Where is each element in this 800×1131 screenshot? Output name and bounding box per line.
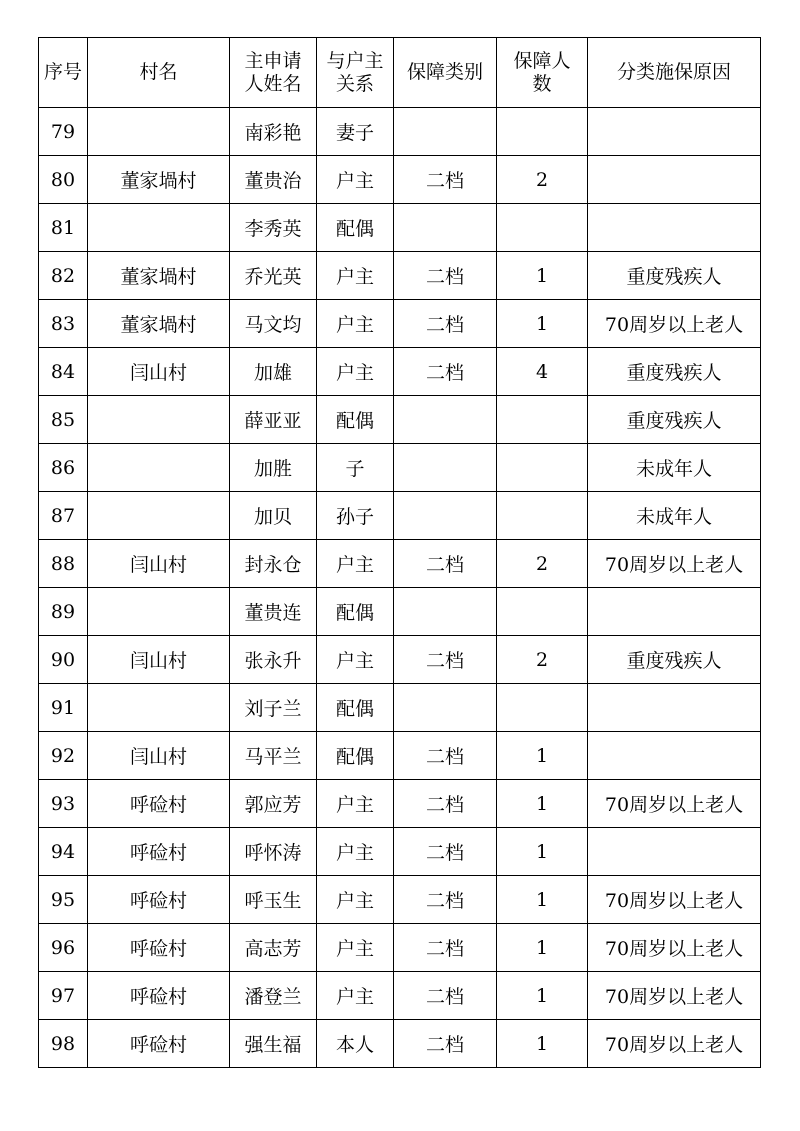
header-count <box>497 38 588 108</box>
header-category: 保障类别 <box>394 38 497 108</box>
cell-relation: 户主 <box>317 300 394 348</box>
cell-category: 二档 <box>394 636 497 684</box>
cell-reason: 未成年人 <box>588 444 761 492</box>
cell-count: 1 <box>497 300 588 348</box>
cell-seq: 84 <box>39 348 88 396</box>
cell-village: 董家堝村 <box>88 300 230 348</box>
cell-village: 闫山村 <box>88 732 230 780</box>
cell-applicant-name: 董贵连 <box>230 588 317 636</box>
cell-village: 呼硷村 <box>88 1020 230 1068</box>
cell-count <box>497 108 588 156</box>
cell-category: 二档 <box>394 732 497 780</box>
header-count-line-2: 数 <box>532 72 552 95</box>
table-row <box>39 684 761 732</box>
cell-village <box>88 108 230 156</box>
table-row <box>39 396 761 444</box>
cell-category <box>394 444 497 492</box>
cell-village: 董家堝村 <box>88 156 230 204</box>
cell-village <box>88 684 230 732</box>
cell-count: 1 <box>497 1020 588 1068</box>
cell-count: 1 <box>497 876 588 924</box>
cell-category: 二档 <box>394 300 497 348</box>
cell-relation: 户主 <box>317 156 394 204</box>
cell-reason: 重度残疾人 <box>588 396 761 444</box>
cell-count: 1 <box>497 924 588 972</box>
cell-reason: 70周岁以上老人 <box>588 300 761 348</box>
cell-village <box>88 444 230 492</box>
cell-seq: 82 <box>39 252 88 300</box>
cell-category: 二档 <box>394 828 497 876</box>
cell-seq: 98 <box>39 1020 88 1068</box>
cell-reason: 70周岁以上老人 <box>588 540 761 588</box>
cell-seq: 81 <box>39 204 88 252</box>
header-seq: 序号 <box>39 38 88 108</box>
assistance-table <box>38 37 761 1068</box>
cell-reason <box>588 108 761 156</box>
table-row <box>39 492 761 540</box>
cell-seq: 89 <box>39 588 88 636</box>
cell-applicant-name: 马文均 <box>230 300 317 348</box>
cell-relation: 本人 <box>317 1020 394 1068</box>
cell-applicant-name: 封永仓 <box>230 540 317 588</box>
cell-applicant-name: 张永升 <box>230 636 317 684</box>
cell-village: 呼硷村 <box>88 876 230 924</box>
cell-applicant-name: 呼玉生 <box>230 876 317 924</box>
table-row <box>39 300 761 348</box>
cell-count: 1 <box>497 828 588 876</box>
cell-category <box>394 684 497 732</box>
cell-count: 1 <box>497 780 588 828</box>
cell-reason <box>588 828 761 876</box>
header-reason: 分类施保原因 <box>588 38 761 108</box>
cell-seq: 79 <box>39 108 88 156</box>
header-row <box>39 38 761 108</box>
cell-relation: 户主 <box>317 780 394 828</box>
cell-seq: 88 <box>39 540 88 588</box>
cell-reason <box>588 204 761 252</box>
cell-seq: 95 <box>39 876 88 924</box>
table-row <box>39 924 761 972</box>
cell-village: 闫山村 <box>88 540 230 588</box>
cell-category: 二档 <box>394 924 497 972</box>
cell-village: 闫山村 <box>88 636 230 684</box>
cell-relation: 户主 <box>317 540 394 588</box>
table-row <box>39 876 761 924</box>
cell-count: 1 <box>497 972 588 1020</box>
cell-category <box>394 588 497 636</box>
table-row <box>39 732 761 780</box>
cell-category <box>394 396 497 444</box>
header-relation-line-1: 与户主 <box>326 49 384 72</box>
cell-reason: 未成年人 <box>588 492 761 540</box>
cell-applicant-name: 董贵治 <box>230 156 317 204</box>
table-row <box>39 444 761 492</box>
cell-relation: 户主 <box>317 924 394 972</box>
table-row <box>39 204 761 252</box>
cell-category: 二档 <box>394 540 497 588</box>
table-row <box>39 828 761 876</box>
header-applicant-line-2: 人姓名 <box>244 72 302 95</box>
cell-count: 1 <box>497 252 588 300</box>
header-count-line-1: 保障人 <box>513 49 571 72</box>
cell-reason: 70周岁以上老人 <box>588 924 761 972</box>
cell-count: 4 <box>497 348 588 396</box>
cell-seq: 85 <box>39 396 88 444</box>
table-row <box>39 972 761 1020</box>
cell-count <box>497 444 588 492</box>
table-body <box>39 108 761 1068</box>
header-relation-line-2: 关系 <box>335 72 374 95</box>
cell-seq: 90 <box>39 636 88 684</box>
cell-applicant-name: 马平兰 <box>230 732 317 780</box>
table-row <box>39 252 761 300</box>
cell-village <box>88 204 230 252</box>
cell-village: 董家堝村 <box>88 252 230 300</box>
cell-seq: 86 <box>39 444 88 492</box>
cell-relation: 配偶 <box>317 732 394 780</box>
cell-reason <box>588 684 761 732</box>
cell-seq: 97 <box>39 972 88 1020</box>
header-applicant-line-1: 主申请 <box>244 49 302 72</box>
cell-relation: 户主 <box>317 876 394 924</box>
cell-relation: 户主 <box>317 828 394 876</box>
cell-category: 二档 <box>394 1020 497 1068</box>
table-row <box>39 636 761 684</box>
cell-count <box>497 492 588 540</box>
cell-applicant-name: 潘登兰 <box>230 972 317 1020</box>
cell-seq: 87 <box>39 492 88 540</box>
cell-count: 1 <box>497 732 588 780</box>
cell-village: 闫山村 <box>88 348 230 396</box>
cell-count: 2 <box>497 540 588 588</box>
cell-village: 呼硷村 <box>88 924 230 972</box>
cell-reason: 重度残疾人 <box>588 348 761 396</box>
table-row <box>39 156 761 204</box>
cell-village: 呼硷村 <box>88 828 230 876</box>
cell-relation: 配偶 <box>317 396 394 444</box>
cell-relation: 子 <box>317 444 394 492</box>
table-row <box>39 348 761 396</box>
cell-applicant-name: 薛亚亚 <box>230 396 317 444</box>
cell-reason <box>588 732 761 780</box>
cell-applicant-name: 呼怀涛 <box>230 828 317 876</box>
cell-reason <box>588 156 761 204</box>
cell-applicant-name: 刘子兰 <box>230 684 317 732</box>
cell-count <box>497 684 588 732</box>
cell-applicant-name: 南彩艳 <box>230 108 317 156</box>
table-row <box>39 540 761 588</box>
cell-village: 呼硷村 <box>88 972 230 1020</box>
cell-category <box>394 204 497 252</box>
cell-seq: 93 <box>39 780 88 828</box>
header-village: 村名 <box>88 38 230 108</box>
cell-reason: 70周岁以上老人 <box>588 972 761 1020</box>
cell-relation: 孙子 <box>317 492 394 540</box>
cell-applicant-name: 强生福 <box>230 1020 317 1068</box>
table-row <box>39 1020 761 1068</box>
cell-village: 呼硷村 <box>88 780 230 828</box>
cell-applicant-name: 加雄 <box>230 348 317 396</box>
cell-relation: 户主 <box>317 348 394 396</box>
cell-relation: 妻子 <box>317 108 394 156</box>
cell-relation: 户主 <box>317 972 394 1020</box>
header-relation <box>317 38 394 108</box>
cell-category: 二档 <box>394 876 497 924</box>
cell-seq: 91 <box>39 684 88 732</box>
cell-reason: 70周岁以上老人 <box>588 1020 761 1068</box>
cell-applicant-name: 郭应芳 <box>230 780 317 828</box>
cell-applicant-name: 乔光英 <box>230 252 317 300</box>
cell-count <box>497 204 588 252</box>
cell-reason: 70周岁以上老人 <box>588 780 761 828</box>
table-row <box>39 780 761 828</box>
table-row <box>39 588 761 636</box>
cell-category: 二档 <box>394 252 497 300</box>
cell-applicant-name: 李秀英 <box>230 204 317 252</box>
cell-category: 二档 <box>394 156 497 204</box>
cell-seq: 80 <box>39 156 88 204</box>
header-applicant <box>230 38 317 108</box>
cell-relation: 户主 <box>317 252 394 300</box>
cell-count <box>497 588 588 636</box>
cell-category <box>394 108 497 156</box>
cell-applicant-name: 加贝 <box>230 492 317 540</box>
cell-applicant-name: 高志芳 <box>230 924 317 972</box>
cell-seq: 96 <box>39 924 88 972</box>
cell-seq: 94 <box>39 828 88 876</box>
cell-category: 二档 <box>394 972 497 1020</box>
cell-applicant-name: 加胜 <box>230 444 317 492</box>
cell-count: 2 <box>497 156 588 204</box>
cell-category: 二档 <box>394 780 497 828</box>
cell-reason: 重度残疾人 <box>588 252 761 300</box>
table-row <box>39 108 761 156</box>
cell-count: 2 <box>497 636 588 684</box>
cell-reason: 重度残疾人 <box>588 636 761 684</box>
cell-category: 二档 <box>394 348 497 396</box>
cell-reason <box>588 588 761 636</box>
cell-relation: 配偶 <box>317 684 394 732</box>
cell-seq: 83 <box>39 300 88 348</box>
cell-village <box>88 588 230 636</box>
cell-village <box>88 396 230 444</box>
cell-count <box>497 396 588 444</box>
cell-relation: 户主 <box>317 636 394 684</box>
cell-category <box>394 492 497 540</box>
cell-reason: 70周岁以上老人 <box>588 876 761 924</box>
cell-relation: 配偶 <box>317 204 394 252</box>
cell-seq: 92 <box>39 732 88 780</box>
cell-relation: 配偶 <box>317 588 394 636</box>
cell-village <box>88 492 230 540</box>
